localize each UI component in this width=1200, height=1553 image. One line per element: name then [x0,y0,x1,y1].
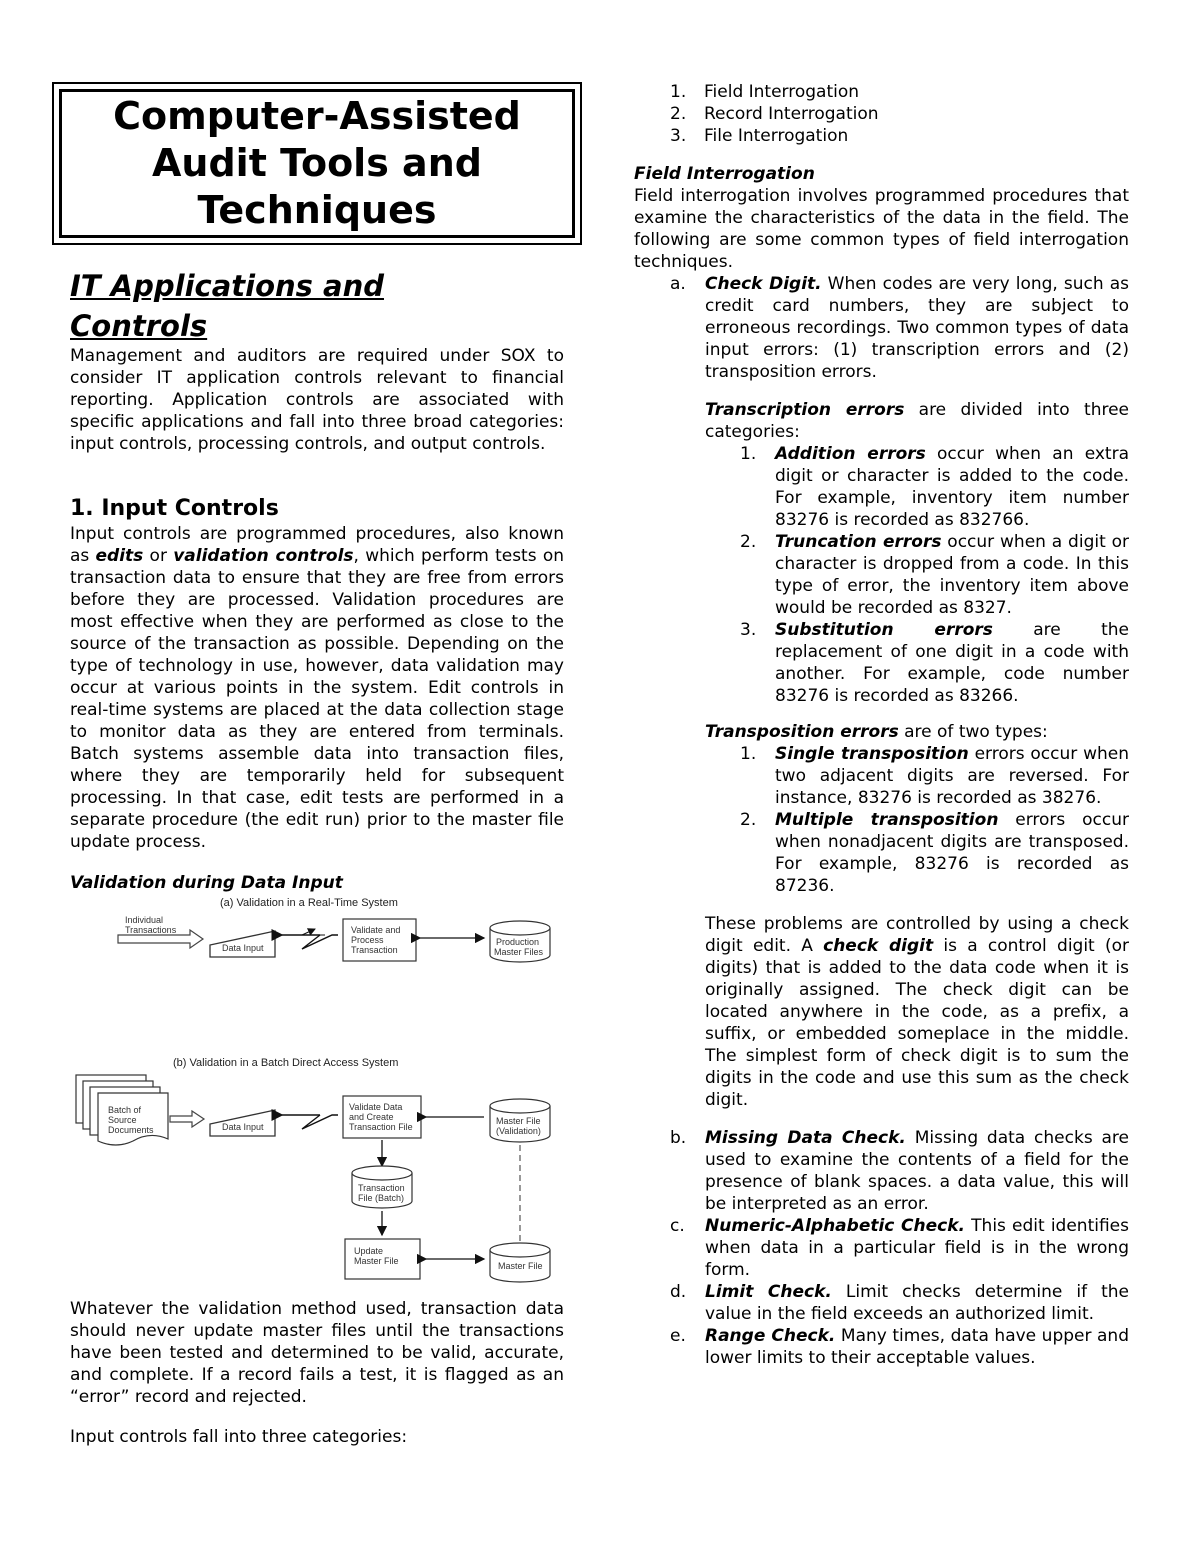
item-title: Multiple transposition [775,810,999,830]
transaction-file-line1: Transaction [358,1183,405,1193]
transcription-intro [705,399,1129,443]
field-interrogation-heading: Field Interrogation [634,164,815,184]
master-validation-top [490,1099,550,1113]
text-span: or [143,546,174,566]
list-number: 2. [740,532,757,552]
check-title: Missing Data Check. [705,1128,906,1148]
section-heading: IT Applications and Controls [70,269,384,343]
list-marker: a. [670,274,686,294]
validate-process-line1: Validate and [351,925,401,935]
data-input-label-a: Data Input [222,943,264,953]
text-span: Many times, data have upper and lower limits to their acceptable values. [705,1326,1129,1368]
batch-line3: Documents [108,1125,154,1135]
batch-line1: Batch of [108,1105,142,1115]
input-controls-paragraph [70,523,564,853]
check-digit-body [705,273,1129,383]
transposition-list [705,743,1129,897]
list-item [705,619,1129,707]
list-item [634,81,1129,103]
list-number: 2. [670,104,687,124]
master-file-label: Master File [498,1261,543,1271]
check-body [705,1215,1129,1281]
validate-process-line2: Process [351,935,384,945]
production-line2: Master Files [494,947,544,957]
field-interrogation-section [634,163,1129,1369]
list-item [705,809,1129,897]
text-span: are divided into three categories: [705,400,1129,442]
figure-b-title: (b) Validation in a Batch Direct Access System [173,1057,399,1069]
list-item [705,531,1129,619]
text-span: occur when a digit or character is dropped from a code. In this type of error, the inventory item above would be recorded as 8327. [775,532,1129,618]
title-box [52,82,582,245]
list-item [705,443,1129,531]
list-item [634,103,1129,125]
batch-line2: Source [108,1115,137,1125]
list-item [634,125,1129,147]
text-span: Limit checks determine if the value in the field exceeds an authorized limit. [705,1282,1129,1324]
transcription-title: Transcription errors [705,400,905,420]
list-marker: b. [670,1128,687,1148]
transposition-intro [705,721,1129,743]
document-title: Computer-Assisted Audit Tools and Techniques [113,94,521,232]
transaction-file-top [352,1166,412,1180]
text-span: Input controls are programmed procedures, also known as [70,524,564,566]
check-digit-explanation [705,913,1129,1111]
category-text: Record Interrogation [704,104,879,124]
item-title: Truncation errors [775,532,942,552]
list-number: 2. [740,810,757,830]
list-number: 3. [740,620,757,640]
list-number: 1. [740,744,757,764]
category-text: Field Interrogation [704,82,860,102]
list-item [634,1215,1129,1281]
after-figure-paragraph: Whatever the validation method used, transaction data should never update master files until the transactions have been tested and determined to be valid, accurate, and complete. If a record fails a test, it is flagged as an “error” record and rejected. [70,1299,564,1407]
other-checks [634,1127,1129,1369]
validate-data-line2: and Create [349,1112,394,1122]
categories-intro: Input controls fall into three categories: [70,1427,408,1447]
check-title: Numeric-Alphabetic Check. [705,1216,965,1236]
item-title: Single transposition [775,744,969,764]
text-span: occur when an extra digit or character is added to the code. For example, inventory item number 83276 is recorded as 832766. [775,444,1130,530]
input-controls-section [70,495,564,853]
transposition-title: Transposition errors [705,722,899,742]
batch-arrow [170,1111,204,1127]
text-span: errors occur when nonadjacent digits are transposed. For example, 83276 is recorded as 87236. [775,810,1129,896]
list-item [634,1127,1129,1215]
master-validation-line2: (Validation) [496,1126,541,1136]
list-number: 3. [670,126,687,146]
text-span: is a control digit (or digits) that is added to the data code when it is originally assigned. The check digit can be located anywhere in the code, as a prefix, a suffix, or embedded someplace in the middle. The simplest form of check digit is to sum the digits in the code and use this sum as the check digit. [705,936,1129,1110]
check-body [705,1127,1129,1215]
intro-paragraph: Management and auditors are required under SOX to consider IT application controls relevant to financial reporting. Application controls are associated with specific applications and fall into three broad categories: input controls, processing controls, and output controls. [70,346,564,454]
text-span: errors occur when two adjacent digits are reversed. For instance, 83276 is recorded as 38276. [775,744,1129,808]
list-number: 1. [740,444,757,464]
list-marker: c. [670,1216,685,1236]
comm-link-zigzag-a [302,935,338,949]
text-span: Missing data checks are used to examine the contents of a field for the presence of blank spaces. a data value, this will be interpreted as an error. [705,1128,1129,1214]
check-body [705,1281,1129,1325]
master-validation-line1: Master File [496,1116,541,1126]
check-title: Range Check. [705,1326,836,1346]
text-span: This edit identifies when data in a particular field is in the wrong form. [705,1216,1129,1280]
category-text: File Interrogation [704,126,849,146]
figure-a-individual-line2: Transactions [125,925,177,935]
data-input-label-b: Data Input [222,1122,264,1132]
text-span: When codes are very long, such as credit card numbers, they are subject to erroneous recordings. Two common types of data input errors: (1) transcription errors and (2) transposition errors. [705,274,1129,382]
update-line1: Update [354,1246,384,1256]
production-line1: Production [496,937,540,947]
production-cylinder-top [490,921,550,935]
update-line2: Master File [354,1256,399,1266]
term-validation-controls: validation controls [173,546,354,566]
figure-a-title: (a) Validation in a Real-Time System [220,897,398,909]
list-item [705,743,1129,809]
text-span: , which perform tests on transaction data to ensure that they are free from errors before they are processed. Validation procedures are most effective when they are performed as close to the source of the transaction as possible. Depending on the type of technology in use, however, data validation may occur at various points in the system. Edit controls in real-time systems are placed at the data collection stage to monitor data as they are entered from terminals. Batch systems assemble data into transaction files, where they are temporarily held for subsequent processing. In that case, edit tests are performed in a separate procedure (the edit run) prior to the master file update process. [70,546,565,852]
categories-list [634,81,1129,147]
validate-process-line3: Transaction [351,945,398,955]
figure-heading: Validation during Data Input [70,873,343,893]
link-arrow-a [280,929,325,935]
validate-data-line1: Validate Data [349,1102,403,1112]
check-title: Limit Check. [705,1282,832,1302]
text-span: are the replacement of one digit in a code with another. For example, code number 83276 is recorded as 83266. [775,620,1130,706]
list-marker: d. [670,1282,687,1302]
validation-diagram [70,893,564,1288]
check-digit-title: Check Digit. [705,274,822,294]
input-controls-heading: 1. Input Controls [70,496,279,521]
list-item [634,1325,1129,1369]
check-body [705,1325,1129,1369]
figure-a-individual-line1: Individual [125,915,164,925]
text-span: are of two types: [898,722,1048,742]
master-file-top [490,1243,550,1257]
list-marker: e. [670,1326,686,1346]
transaction-file-line2: File (Batch) [358,1193,405,1203]
term-check-digit: check digit [823,936,934,956]
term-edits: edits [95,546,144,566]
transcription-list [705,443,1129,707]
comm-link-zigzag-b [302,1115,338,1129]
check-digit-item [634,273,1129,383]
item-title: Addition errors [775,444,926,464]
validate-data-line3: Transaction File [349,1122,413,1132]
field-interrogation-intro: Field interrogation involves programmed procedures that examine the characteristics of the data in the field. The following are some common types of field interrogation techniques. [634,186,1129,272]
item-title: Substitution errors [775,620,993,640]
text-span: These problems are controlled by using a check digit edit. A [705,914,1129,956]
list-number: 1. [670,82,687,102]
title-inner-border [59,89,575,238]
list-item [634,1281,1129,1325]
